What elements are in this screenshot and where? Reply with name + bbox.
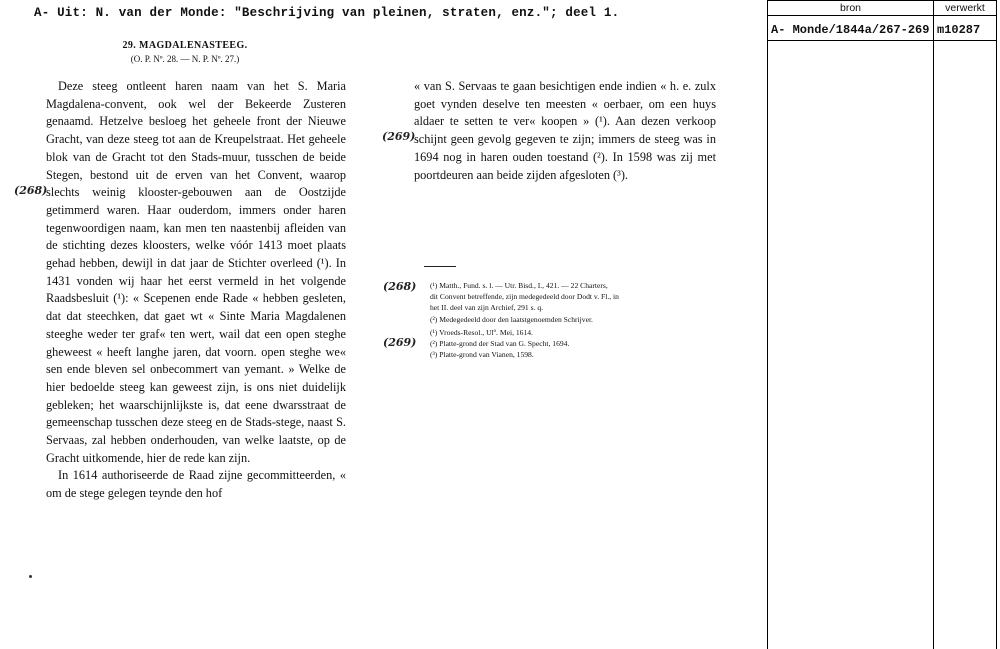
footnote-marker-268: (268): [383, 280, 417, 293]
source-table: [767, 0, 997, 649]
margin-note-269: (269): [382, 130, 416, 143]
column-header-bron: bron: [768, 0, 934, 16]
entry-heading: 29. MAGDALENASTEEG.: [122, 40, 248, 51]
margin-note-268: (268): [14, 184, 48, 197]
column-header-verwerkt: verwerkt: [934, 0, 996, 16]
column-divider: [933, 0, 934, 649]
paragraph-1: Deze steeg ontleent haren naam van het S. Maria Magdalena-convent, ook wel der Bekeerde Zusteren genaamd. Hetzelve besloeg het geheele front der Nieuwe Gracht, van deze steeg tot aan de Kreupelstraat. Het geheele blok van de Gracht tot den Stads-muur, tusschen de beide Stegen, bestond uit de erven van het Convent, waarop slechts weinig klooster-gebouwen aan de Oostzijde getimmerd waren. Haar ouderdom, immers onder haren tegenwoordigen naam, kan men ten naastenbij afleiden van de stichting dezes kloosters, welke vóór 1413 moet plaats gehad hebben, dewijl in dat jaar de Stichter overleed (¹). In 1431 vonden wij haar het eerst vermeld in het volgende Raadsbesluit (¹): « Scepenen ende Rade « hebben gesleten, dat dat steechken, dat gaet wt « Sinte Maria Magdalenen steeghe weder ter graf« ten wert, wail dat een open steghe gheweest « heeft langhe jaren, dat voorn. open steghe we« sen ende bleven sel onbecommert van yemant. » Welke de hier bedoelde steeg kan geweest zijn, is ons niet duidelijk gebleken; het waarschijnlijkste is, dat eene dwarsstraat de gemeenschap tusschen deze steeg en de Stads-stege, naast S. Servaas, zal hebben onderhouden, van welke laatste, op de Gracht uitkomende, hier de rede kan zijn.: [46, 79, 346, 465]
footnote-line: (¹) Matth., Fund. s. l. — Utr. Bisd., I., 421. — 22 Charters,: [430, 281, 608, 290]
cell-verwerkt: m10287: [937, 23, 981, 37]
cell-bron: A- Monde/1844a/267-269: [771, 23, 930, 37]
right-text-column: [414, 78, 716, 184]
footnote-divider: [424, 266, 456, 267]
entry-subheading: (O. P. Nº. 28. — N. P. Nº. 27.): [130, 54, 240, 64]
left-text-column: [46, 78, 346, 503]
footnote-line: (³) Platte-grond van Vianen, 1598.: [430, 350, 534, 360]
row-divider: [768, 40, 996, 41]
paragraph-3: « van S. Servaas te gaan besichtigen ende indien « h. e. zulx goet vynden deselve ten meesten « oerbaer, om een huys aldaer te setten te ver« koopen » (¹). Aan dezen verkoop schijnt geen gevolg gegeven te zijn; immers de steeg was in 1694 nog in haren ouden toestand (²). In 1598 was zij met poortdeuren aan beide zijden afgesloten (³).: [414, 79, 716, 182]
footnote-line: (¹) Vroeds-Resol., Ulº. Mei, 1614.: [430, 327, 533, 337]
paragraph-2: In 1614 authoriseerde de Raad zijne gecommitteerden, « om de stege gelegen teynde den hof: [46, 468, 346, 501]
footnote-line: (²) Platte-grond der Stad van G. Specht, 1694.: [430, 339, 570, 349]
footnote-line: dit Convent betreffende, zijn medegedeeld door Dodt v. Fl., in: [430, 292, 619, 302]
footnotes: [418, 280, 718, 360]
footnote-line: (²) Medegedeeld door den laatstgenoemden Schrijver.: [430, 314, 593, 324]
footnote-marker-269: (269): [383, 336, 417, 349]
footnote-line: het II. deel van zijn Archief, 291 s. q.: [430, 303, 544, 313]
scan-speck: [29, 575, 32, 578]
source-header: A- Uit: N. van der Monde: "Beschrijving van pleinen, straten, enz."; deel 1.: [34, 6, 620, 20]
